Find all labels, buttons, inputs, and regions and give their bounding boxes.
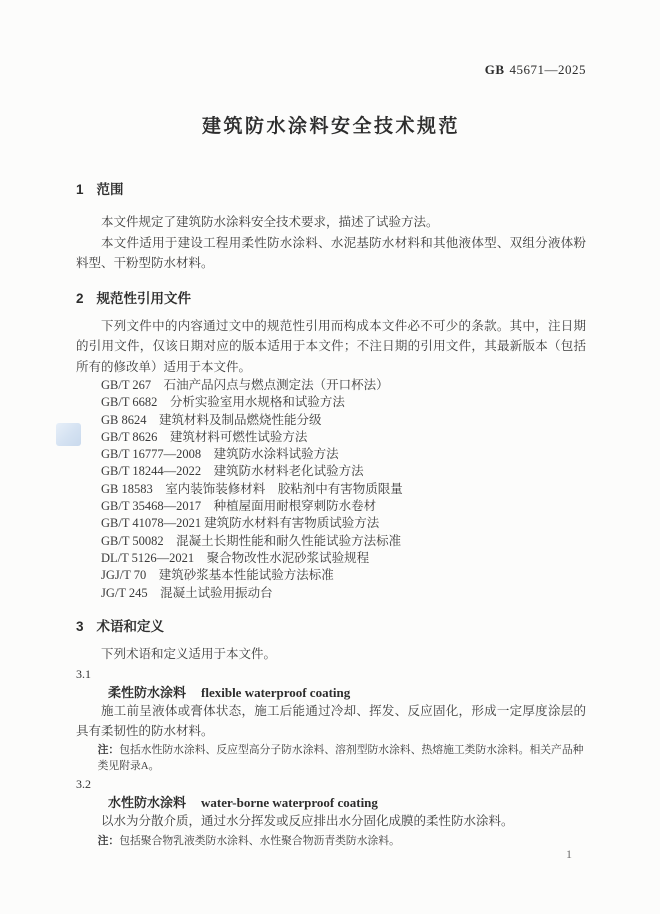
section-heading-normative-references [76, 290, 586, 308]
term-definition: 施工前呈液体或膏体状态，施工后能通过冷却、挥发、反应固化，形成一定厚度涂层的具有柔韧性的防水材料。 [76, 704, 586, 738]
term-entry-flexible-waterproof-coating [76, 684, 586, 702]
section-title: 范围 [96, 182, 124, 197]
reference-item: GB/T 41078—2021 建筑防水材料有害物质试验方法 [101, 516, 380, 531]
reference-item: GB 18583 室内装饰装修材料 胶粘剂中有害物质限量 [101, 481, 403, 496]
reference-item: GB 8624 建筑材料及制品燃烧性能分级 [101, 412, 322, 427]
term-note [76, 742, 586, 774]
reference-item: GB/T 50082 混凝土长期性能和耐久性能试验方法标准 [101, 533, 402, 548]
term-number-3-1: 3.1 [76, 667, 91, 682]
term-definition: 以水为分散介质，通过水分挥发或反应排出水分固化成膜的柔性防水涂料。 [101, 814, 514, 829]
reference-item: GB/T 8626 建筑材料可燃性试验方法 [101, 429, 308, 444]
terms-intro-paragraph: 下列术语和定义适用于本文件。 [101, 646, 277, 661]
term-number-3-2: 3.2 [76, 777, 91, 792]
reference-item: DL/T 5126—2021 聚合物改性水泥砂浆试验规程 [101, 550, 370, 565]
page-number: 1 [566, 847, 572, 861]
term-note [76, 833, 586, 849]
section-number: 2 [76, 290, 84, 306]
reference-item: JG/T 245 混凝土试验用振动台 [101, 585, 273, 600]
standard-code [76, 62, 586, 77]
normative-intro-paragraph: 下列文件中的内容通过文中的规范性引用而构成本文件必不可少的条款。其中，注日期的引用文件，仅该日期对应的版本适用于本文件；不注日期的引用文件，其最新版本（包括所有的修改单）适用于本文件。 [76, 318, 586, 374]
note-label: 注： [97, 834, 120, 847]
note-text: 包括水性防水涂料、反应型高分子防水涂料、溶剂型防水涂料、热熔施工类防水涂料。相关产品种类见附录A。 [97, 744, 584, 773]
section-number: 3 [76, 618, 84, 634]
reference-item: GB/T 35468—2017 种植屋面用耐根穿刺防水卷材 [101, 499, 377, 514]
note-label: 注： [97, 744, 120, 757]
standard-code-number: 45671—2025 [509, 62, 586, 77]
reference-item: GB/T 16777—2008 建筑防水涂料试验方法 [101, 447, 339, 462]
scope-paragraph-2: 本文件适用于建设工程用柔性防水涂料、水泥基防水材料和其他液体型、双组分液体粉料型、干粉型防水材料。 [76, 235, 586, 270]
section-heading-scope [76, 181, 586, 199]
section-heading-terms-definitions [76, 618, 586, 636]
term-en: flexible waterproof coating [201, 685, 351, 701]
term-cn: 水性防水涂料 [108, 795, 187, 811]
section-title: 规范性引用文件 [96, 290, 192, 306]
reference-item: JGJ/T 70 建筑砂浆基本性能试验方法标准 [101, 568, 334, 583]
reference-item: GB/T 267 石油产品闪点与燃点测定法（开口杯法） [101, 378, 389, 392]
section-title: 术语和定义 [96, 618, 165, 634]
reference-item: GB/T 6682 分析实验室用水规格和试验方法 [101, 395, 345, 410]
normative-reference-list [76, 377, 586, 602]
scope-paragraph-1: 本文件规定了建筑防水涂料安全技术要求，描述了试验方法。 [101, 215, 439, 229]
term-en: water-borne waterproof coating [201, 795, 378, 811]
scan-watermark-blob [56, 423, 81, 446]
reference-item: GB/T 18244—2022 建筑防水材料老化试验方法 [101, 464, 364, 479]
section-number: 1 [76, 182, 84, 197]
term-entry-water-borne-waterproof-coating [76, 794, 586, 812]
document-title: 建筑防水涂料安全技术规范 [201, 116, 460, 137]
term-cn: 柔性防水涂料 [108, 685, 187, 701]
note-text: 包括聚合物乳液类防水涂料、水性聚合物沥青类防水涂料。 [119, 834, 400, 847]
standard-code-prefix: GB [484, 62, 505, 77]
